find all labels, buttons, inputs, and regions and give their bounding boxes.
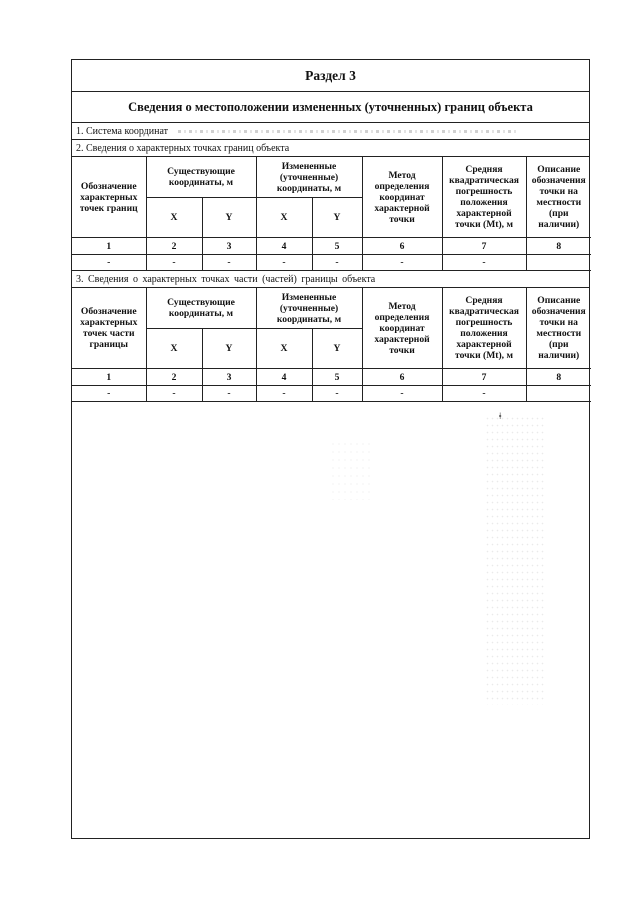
col-y-existing: Y bbox=[202, 198, 256, 238]
scan-mark: ǂ bbox=[499, 411, 502, 421]
col-point-designation: Обозначение характерных точек границ bbox=[72, 157, 146, 238]
table-cell: - bbox=[256, 386, 312, 402]
table-cell: - bbox=[442, 386, 526, 402]
col-x-existing: X bbox=[146, 198, 202, 238]
col-x-changed: X bbox=[256, 329, 312, 369]
coordinate-system-label: 1. Система координат bbox=[76, 125, 169, 137]
table-cell: - bbox=[362, 386, 442, 402]
column-number: 1 bbox=[72, 369, 146, 386]
column-number: 8 bbox=[526, 369, 591, 386]
column-number: 3 bbox=[202, 369, 256, 386]
column-number: 2 bbox=[146, 369, 202, 386]
column-number: 6 bbox=[362, 238, 442, 255]
table-cell: - bbox=[72, 255, 146, 271]
table-cell: - bbox=[146, 386, 202, 402]
table-row bbox=[72, 386, 591, 402]
column-number: 5 bbox=[312, 238, 362, 255]
column-number: 4 bbox=[256, 238, 312, 255]
table-cell: - bbox=[146, 255, 202, 271]
column-number: 8 bbox=[526, 238, 591, 255]
section-heading: Сведения о местоположении измененных (уточненных) границ объекта bbox=[72, 92, 589, 123]
col-description: Описание обозначения точки на местности (при наличии) bbox=[526, 157, 591, 238]
table-cell: - bbox=[442, 255, 526, 271]
section-title: Раздел 3 bbox=[72, 60, 589, 92]
col-method: Метод определения координат характерной точки bbox=[362, 288, 442, 369]
table-cell: - bbox=[256, 255, 312, 271]
table-cell: - bbox=[202, 255, 256, 271]
col-changed-coords: Измененные (уточненные) координаты, м bbox=[256, 288, 362, 329]
table-cell bbox=[526, 386, 591, 402]
column-numbers-row bbox=[72, 238, 591, 255]
table-cell: - bbox=[312, 255, 362, 271]
col-mean-error: Средняя квадратическая погрешность положения характерной точки (Mt), м bbox=[442, 288, 526, 369]
scan-smudge bbox=[178, 130, 518, 133]
col-changed-coords: Измененные (уточненные) координаты, м bbox=[256, 157, 362, 198]
column-number: 3 bbox=[202, 238, 256, 255]
table-cell: - bbox=[362, 255, 442, 271]
column-number: 6 bbox=[362, 369, 442, 386]
column-number: 7 bbox=[442, 238, 526, 255]
scan-noise bbox=[485, 415, 545, 705]
col-x-changed: X bbox=[256, 198, 312, 238]
boundary-points-table bbox=[72, 157, 591, 271]
col-y-existing: Y bbox=[202, 329, 256, 369]
col-method: Метод определения координат характерной точки bbox=[362, 157, 442, 238]
coordinate-system-line bbox=[72, 123, 589, 140]
boundary-points-caption: 2. Сведения о характерных точках границ объекта bbox=[72, 140, 589, 157]
part-points-table bbox=[72, 288, 591, 402]
col-y-changed: Y bbox=[312, 329, 362, 369]
column-number: 5 bbox=[312, 369, 362, 386]
column-number: 4 bbox=[256, 369, 312, 386]
col-point-designation: Обозначение характерных точек части границы bbox=[72, 288, 146, 369]
table-cell: - bbox=[312, 386, 362, 402]
col-existing-coords: Существующие координаты, м bbox=[146, 288, 256, 329]
table-row bbox=[72, 255, 591, 271]
col-mean-error: Средняя квадратическая погрешность положения характерной точки (Mt), м bbox=[442, 157, 526, 238]
table-cell: - bbox=[72, 386, 146, 402]
column-number: 1 bbox=[72, 238, 146, 255]
table-cell: - bbox=[202, 386, 256, 402]
table-cell bbox=[526, 255, 591, 271]
column-number: 2 bbox=[146, 238, 202, 255]
column-numbers-row bbox=[72, 369, 591, 386]
column-number: 7 bbox=[442, 369, 526, 386]
col-x-existing: X bbox=[146, 329, 202, 369]
col-description: Описание обозначения точки на местности (при наличии) bbox=[526, 288, 591, 369]
scan-noise bbox=[330, 440, 370, 500]
col-existing-coords: Существующие координаты, м bbox=[146, 157, 256, 198]
col-y-changed: Y bbox=[312, 198, 362, 238]
part-points-caption: 3. Сведения о характерных точках части (частей) границы объекта bbox=[72, 271, 589, 288]
